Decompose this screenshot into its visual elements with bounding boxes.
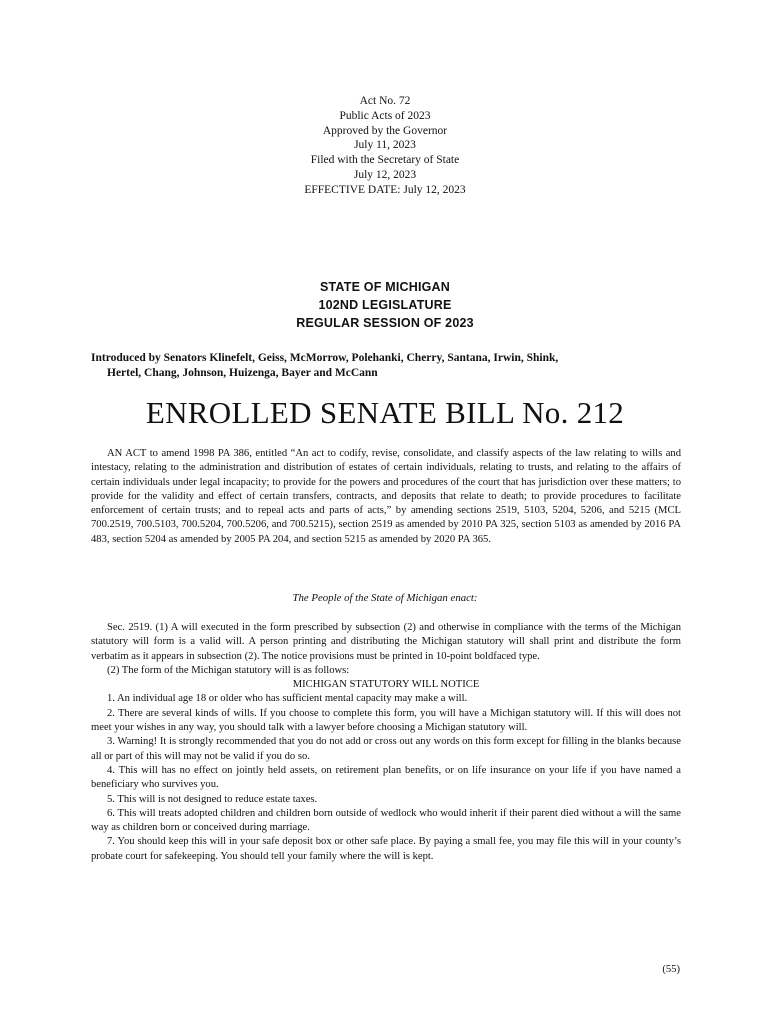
page-number: (55) [662,964,680,975]
notice-title: MICHIGAN STATUTORY WILL NOTICE [292,679,480,691]
session-name: REGULAR SESSION OF 2023 [296,316,474,330]
approved-by: Approved by the Governor [322,124,448,137]
section-2519 [91,621,681,864]
notice-item-1: 1. An individual age 18 or older who has sufficient mental capacity may make a will. [107,693,468,705]
filed-with: Filed with the Secretary of State [310,154,460,167]
notice-item-4: 4. This will has no effect on jointly held assets, on retirement plan benefits, or on life insurance on your life if you have named a beneficiary who survives you. [91,764,681,791]
filed-date: July 12, 2023 [353,168,417,181]
section-paragraph-2: (2) The form of the Michigan statutory will is as follows: [107,664,350,676]
notice-item-6: 6. This will treats adopted children and children born outside of wedlock who would inherit if their parent died without a will the same way as children born or conceived during marriage. [91,807,681,834]
state-name: STATE OF MICHIGAN [319,280,450,294]
act-header [0,94,770,198]
act-number: Act No. 72 [359,95,411,107]
bill-title: ENROLLED SENATE BILL No. 212 [145,395,625,430]
sponsors-line-1: Introduced by Senators Klinefelt, Geiss, McMorrow, Polehanki, Cherry, Santana, Irwin, Shink, [91,352,559,364]
notice-item-2: 2. There are several kinds of wills. If you choose to complete this form, you will have a Michigan statutory will. If this will does not meet your wishes in any way, you should talk with a lawyer before choosing a Michigan statutory will. [91,707,681,734]
approved-date: July 11, 2023 [354,139,416,152]
section-paragraph-1: Sec. 2519. (1) A will executed in the form prescribed by subsection (2) and otherwise in compliance with the terms of the Michigan statutory will form is a valid will. A person printing and distributing the Michigan statutory will shall print and distribute the form verbatim as it appears in subsection (2). The notice provisions must be printed in 10-point boldfaced type. [91,622,681,662]
enacting-clause: The People of the State of Michigan enact: [292,592,478,604]
sponsors-line-2: Hertel, Chang, Johnson, Huizenga, Bayer and McCann [107,367,378,379]
effective-date: EFFECTIVE DATE: July 12, 2023 [304,183,466,196]
public-acts-year: Public Acts of 2023 [339,109,431,122]
legislature-heading [0,278,770,332]
act-title-paragraph [91,447,681,547]
sponsors [91,351,691,381]
legislature-number: 102ND LEGISLATURE [318,298,452,312]
notice-item-7: 7. You should keep this will in your safe deposit box or other safe place. By paying a small fee, you may file this will in your county’s probate court for safekeeping. You should tell your family where the will is kept. [91,836,681,862]
notice-item-5: 5. This will is not designed to reduce estate taxes. [107,793,318,805]
act-text: AN ACT to amend 1998 PA 386, entitled “An act to codify, revise, consolidate, and classify aspects of the law relating to wills and intestacy, relating to the administration and distribution of estates of certain individuals, relating to trusts, and relating to the affairs of certain individuals under legal incapacity; to provide for the powers and procedures of the court that has jurisdiction over these matters; to provide for the validity and effect of certain transfers, contracts, and deposits that relate to death; to provide procedures to facilitate enforcement of certain trusts; and to repeal acts and parts of acts,” by amending sections 2519, 5103, 5204, 5206, and 5215 (MCL 700.2519, 700.5103, 700.5204, 700.5206, and 700.5215), section 2519 as amended by 2010 PA 325, section 5103 as amended by 2016 PA 483, section 5204 as amended by 2005 PA 204, and section 5215 as amended by 2020 PA 365. [91,448,681,545]
notice-item-3: 3. Warning! It is strongly recommended that you do not add or cross out any words on this form except for filling in the blanks because all or part of this will may not be valid if you do so. [91,736,681,762]
